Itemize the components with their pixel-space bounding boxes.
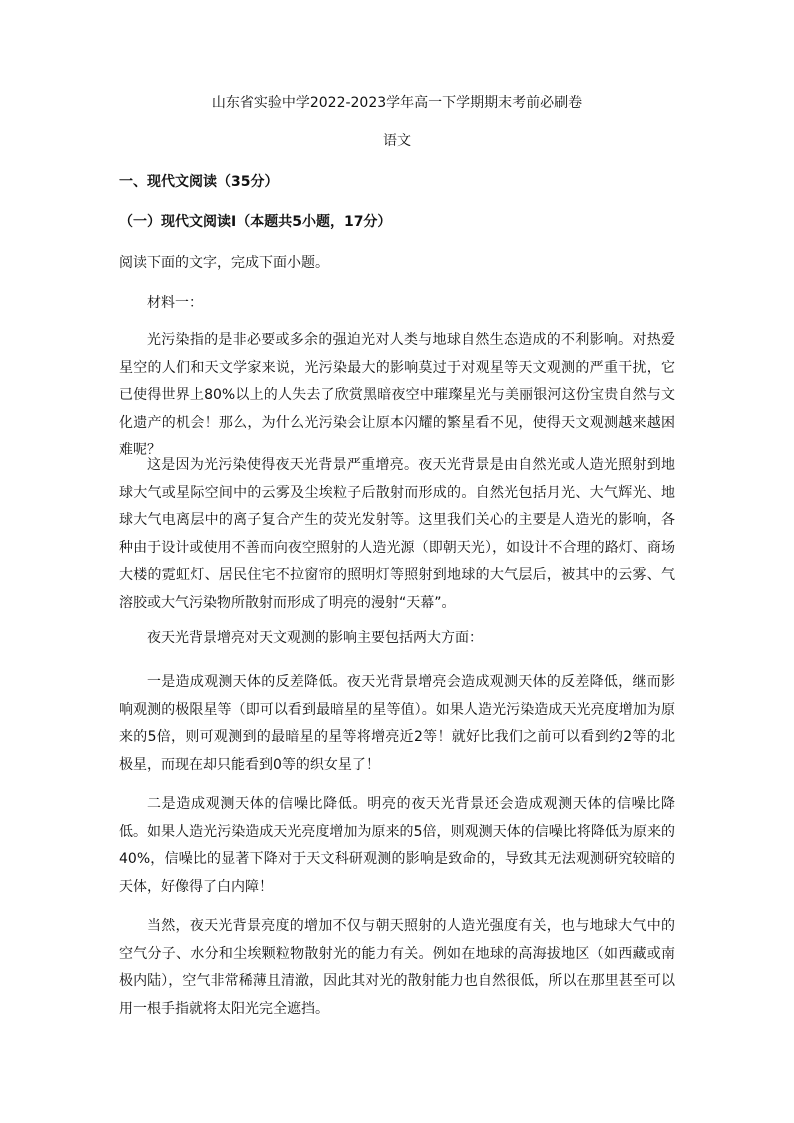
paragraph: 当然，夜天光背景亮度的增加不仅与朝天照射的人造光强度有关，也与地球大气中的空气分子、水分和尘埃颗粒物散射光的能力有关。例如在地球的高海拔地区（如西藏或南极内陆），空气非常稀薄且清澈，因此其对光的散射能力也自然很低，所以在那里甚至可以用一根手指就将太阳光完全遮挡。 bbox=[119, 918, 675, 1017]
paragraph: 夜天光背景增亮对天文观测的影响主要包括两大方面： bbox=[147, 630, 483, 646]
exam-title: 山东省实验中学2022-2023学年高一下学期期末考前必刷卷 bbox=[211, 95, 583, 111]
paragraph: 二是造成观测天体的信噪比降低。明亮的夜天光背景还会造成观测天体的信噪比降低。如果人造光污染造成天光亮度增加为原来的5倍，则观测天体的信噪比将降低为原来的40%，信噪比的显著下降对于天文科研观测的影响是致命的，导致其无法观测研究较暗的天体，好像得了白内障！ bbox=[119, 796, 675, 895]
paragraph: 这是因为光污染使得夜天光背景严重增亮。夜天光背景是由自然光或人造光照射到地球大气或星际空间中的云雾及尘埃粒子后散射而形成的。自然光包括月光、大气辉光、地球大气电离层中的离子复合产生的荧光发射等。这里我们关心的主要是人造光的影响，各种由于设计或使用不善而向夜空照射的人造光源（即朝天光），如设计不合理的路灯、商场大楼的霓虹灯、居民住宅不拉窗帘的照明灯等照射到地球的大气层后，被其中的云雾、气溶胶或大气污染物所散射而形成了明亮的漫射“天幕”。 bbox=[119, 457, 675, 611]
subsection-heading: （一）现代文阅读Ⅰ（本题共5小题，17分） bbox=[119, 214, 392, 230]
paragraph: 光污染指的是非必要或多余的强迫光对人类与地球自然生态造成的不利影响。对热爱星空的人们和天文学家来说，光污染最大的影响莫过于对观星等天文观测的严重干扰，它已使得世界上80%以上的人失去了欣赏黑暗夜空中璀璨星光与美丽银河这份宝贵自然与文化遗产的机会！那么，为什么光污染会让原本闪耀的繁星看不见，使得天文观测越来越困难呢？ bbox=[119, 332, 675, 458]
exam-subject: 语文 bbox=[383, 133, 411, 149]
material-label: 材料一： bbox=[147, 295, 203, 311]
section-heading: 一、现代文阅读（35分） bbox=[119, 174, 279, 190]
reading-instruction: 阅读下面的文字，完成下面小题。 bbox=[119, 255, 329, 271]
paragraph: 一是造成观测天体的反差降低。夜天光背景增亮会造成观测天体的反差降低，继而影响观测的极限星等（即可以看到最暗星的星等值）。如果人造光污染造成天光亮度增加为原来的5倍，则可观测到的最暗星的星等将增亮近2等！就好比我们之前可以看到约2等的北极星，而现在却只能看到0等的织女星了！ bbox=[119, 674, 675, 773]
